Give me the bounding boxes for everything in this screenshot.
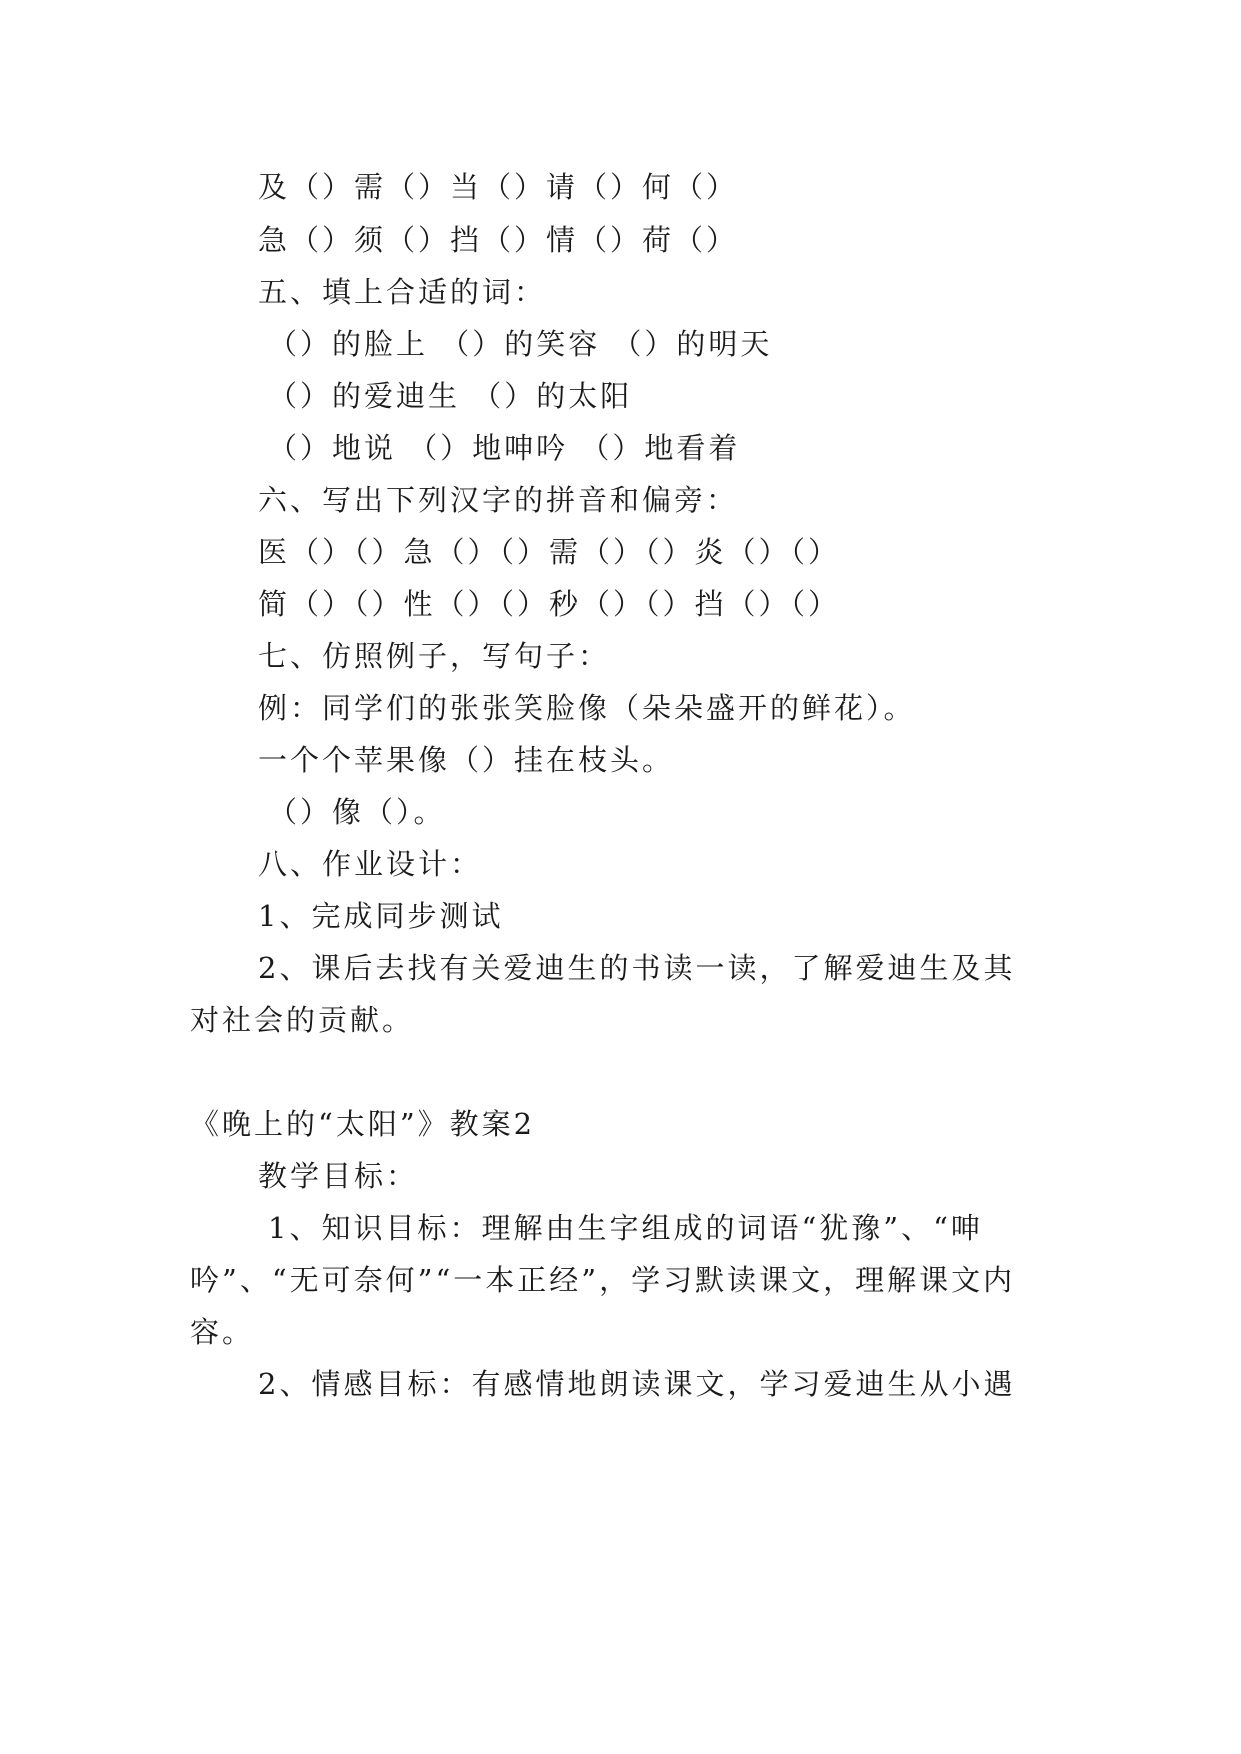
section-heading: 七、仿照例子，写句子： [258, 639, 611, 673]
section-heading: 六、写出下列汉字的拼音和偏旁： [258, 483, 739, 517]
section-heading: 八、作业设计： [258, 847, 483, 881]
text-line: （）的爱迪生 （）的太阳 [268, 379, 633, 413]
text-line: 一个个苹果像（）挂在枝头。 [258, 743, 675, 777]
text-line: 急（）须（）挡（）情（）荷（） [258, 223, 739, 257]
text-line: 医（）（）急（）（）需（）（）炎（）（） [258, 535, 841, 569]
document-title: 《晚上的“太阳”》教案2 [190, 1107, 536, 1141]
text-line: 容。 [190, 1315, 255, 1349]
text-line: 1、知识目标：理解由生字组成的词语“犹豫”、“呻 [268, 1211, 983, 1245]
section-heading: 五、填上合适的词： [258, 275, 547, 309]
text-line: （）的脸上 （）的笑容 （）的明天 [268, 327, 773, 361]
text-line: 1、完成同步测试 [258, 899, 504, 933]
text-line: 对社会的贡献。 [190, 1003, 415, 1037]
text-line: 例：同学们的张张笑脸像（朵朵盛开的鲜花）。 [258, 691, 916, 725]
text-line: 及（）需（）当（）请（）何（） [258, 170, 739, 204]
section-heading: 教学目标： [258, 1159, 419, 1193]
text-line: （）像（）。 [268, 795, 446, 829]
text-line: 2、情感目标：有感情地朗读课文，学习爱迪生从小遇 [258, 1367, 1016, 1401]
text-line: （）地说 （）地呻吟 （）地看着 [268, 431, 741, 465]
text-line: 吟”、“无可奈何”“一本正经”，学习默读课文，理解课文内 [190, 1263, 1016, 1297]
text-line: 2、课后去找有关爱迪生的书读一读，了解爱迪生及其 [258, 951, 1016, 985]
text-line: 简（）（）性（）（）秒（）（）挡（）（） [258, 587, 841, 621]
